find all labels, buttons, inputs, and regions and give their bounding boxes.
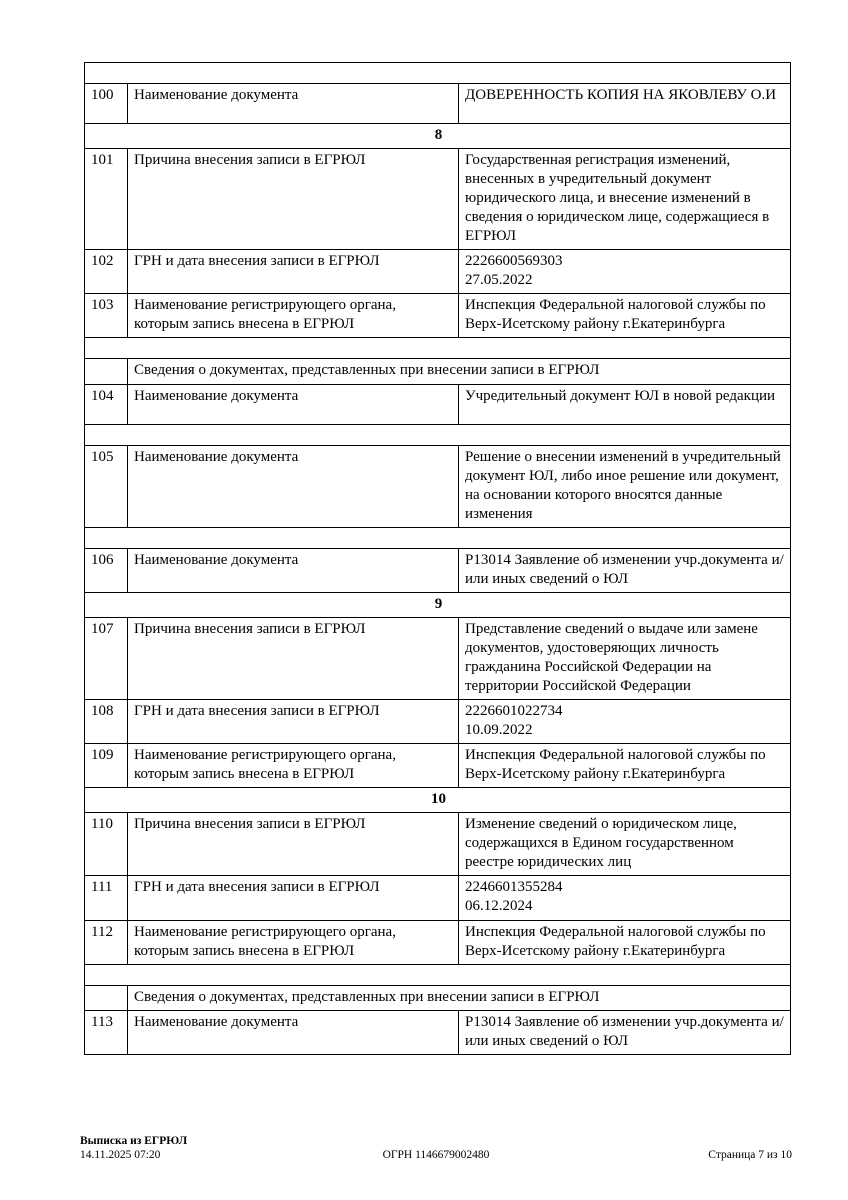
row-number-cell: 111 [85, 876, 128, 920]
row-label-cell: ГРН и дата внесения записи в ЕГРЮЛ [128, 250, 459, 294]
table-row [85, 250, 791, 294]
row-value-line: Государственная регистрация изменений, внесенных в учредительный документ юридического лица, и внесение изменений в сведения о юридическом лице, содержащиеся в ЕГРЮЛ [465, 152, 770, 245]
row-number-cell: 108 [85, 700, 128, 744]
section-header-row [85, 124, 791, 149]
row-value-line: Учредительный документ ЮЛ в новой редакции [465, 387, 776, 404]
row-value-cell [459, 250, 791, 294]
row-number-cell [85, 985, 128, 1010]
spacer-row [85, 63, 791, 84]
row-value-cell [459, 813, 791, 876]
row-value-line: 06.12.2024 [465, 898, 533, 915]
egrul-table-body [85, 63, 791, 1055]
subheader-row [85, 985, 791, 1010]
row-number-cell: 112 [85, 920, 128, 964]
row-number-cell [85, 359, 128, 384]
subheader-label: Сведения о документах, представленных при внесении записи в ЕГРЮЛ [128, 359, 791, 384]
footer-ogrn: ОГРН 1146679002480 [382, 1149, 490, 1162]
section-number: 9 [85, 592, 791, 617]
row-value-cell [459, 920, 791, 964]
row-label-cell: Наименование документа [128, 1010, 459, 1054]
row-value-line: Решение о внесении изменений в учредительный документ ЮЛ, либо иное решение или документ, на основании которого вносятся данные изменения [465, 448, 781, 522]
row-value-cell [459, 84, 791, 124]
spacer-cell [85, 527, 791, 548]
row-number-cell: 102 [85, 250, 128, 294]
row-number-cell: 109 [85, 744, 128, 788]
row-value-cell [459, 876, 791, 920]
spacer-cell [85, 964, 791, 985]
row-number-cell: 110 [85, 813, 128, 876]
row-number-cell: 100 [85, 84, 128, 124]
row-value-cell [459, 445, 791, 527]
row-label-cell: Наименование документа [128, 84, 459, 124]
row-label-cell: ГРН и дата внесения записи в ЕГРЮЛ [128, 700, 459, 744]
row-label-cell: Причина внесения записи в ЕГРЮЛ [128, 149, 459, 250]
row-value-line: Инспекция Федеральной налоговой службы по Верх-Исетскому району г.Екатеринбурга [465, 923, 766, 959]
row-label-cell: ГРН и дата внесения записи в ЕГРЮЛ [128, 876, 459, 920]
egrul-table [84, 62, 791, 1055]
row-label-cell: Наименование документа [128, 548, 459, 592]
table-row [85, 384, 791, 424]
page-footer [80, 1134, 792, 1162]
row-label-cell: Наименование регистрирующего органа, которым запись внесена в ЕГРЮЛ [128, 744, 459, 788]
spacer-row [85, 964, 791, 985]
row-number-cell: 105 [85, 445, 128, 527]
footer-page-number: Страница 7 из 10 [708, 1149, 792, 1162]
table-row [85, 813, 791, 876]
row-value-cell [459, 149, 791, 250]
row-label-cell: Наименование регистрирующего органа, которым запись внесена в ЕГРЮЛ [128, 294, 459, 338]
row-value-cell [459, 700, 791, 744]
row-value-line: Р13014 Заявление об изменении учр.документа и/или иных сведений о ЮЛ [465, 1013, 784, 1049]
row-value-line: Изменение сведений о юридическом лице, содержащихся в Едином государственном реестре юридических лиц [465, 816, 737, 871]
subheader-row [85, 359, 791, 384]
row-number-cell: 106 [85, 548, 128, 592]
row-value-cell [459, 744, 791, 788]
row-value-cell [459, 384, 791, 424]
row-value-line: Представление сведений о выдаче или замене документов, удостоверяющих личность гражданина Российской Федерации на территории Российской Федерации [465, 620, 758, 694]
row-value-cell [459, 1010, 791, 1054]
spacer-cell [85, 338, 791, 359]
row-label-cell: Наименование документа [128, 384, 459, 424]
spacer-cell [85, 424, 791, 445]
row-value-cell [459, 548, 791, 592]
table-row [85, 920, 791, 964]
row-label-cell: Наименование документа [128, 445, 459, 527]
table-row [85, 294, 791, 338]
row-value-line: Инспекция Федеральной налоговой службы по Верх-Исетскому району г.Екатеринбурга [465, 747, 766, 783]
table-row [85, 700, 791, 744]
table-row [85, 445, 791, 527]
footer-left [80, 1134, 317, 1162]
section-number: 8 [85, 124, 791, 149]
row-value-cell [459, 617, 791, 699]
row-value-line: ДОВЕРЕННОСТЬ КОПИЯ НА ЯКОВЛЕВУ О.И [465, 87, 777, 103]
row-value-line: Р13014 Заявление об изменении учр.документа и/или иных сведений о ЮЛ [465, 551, 784, 587]
row-number-cell: 104 [85, 384, 128, 424]
table-row [85, 84, 791, 124]
spacer-row [85, 527, 791, 548]
table-row [85, 1010, 791, 1054]
row-value-line: 2226600569303 [465, 253, 563, 270]
spacer-row [85, 424, 791, 445]
spacer-cell [85, 63, 791, 84]
row-number-cell: 103 [85, 294, 128, 338]
row-value-line: Инспекция Федеральной налоговой службы по Верх-Исетскому району г.Екатеринбурга [465, 297, 766, 333]
table-row [85, 149, 791, 250]
document-title: Выписка из ЕГРЮЛ [80, 1135, 188, 1147]
row-value-line: 2226601022734 [465, 703, 563, 720]
section-number: 10 [85, 788, 791, 813]
spacer-row [85, 338, 791, 359]
section-header-row [85, 788, 791, 813]
row-number-cell: 107 [85, 617, 128, 699]
footer-timestamp: 14.11.2025 07:20 [80, 1149, 161, 1162]
row-value-line: 10.09.2022 [465, 722, 533, 739]
row-value-line: 27.05.2022 [465, 272, 533, 289]
row-label-cell: Наименование регистрирующего органа, которым запись внесена в ЕГРЮЛ [128, 920, 459, 964]
row-value-cell [459, 294, 791, 338]
table-row [85, 548, 791, 592]
subheader-label: Сведения о документах, представленных при внесении записи в ЕГРЮЛ [128, 985, 791, 1010]
row-number-cell: 113 [85, 1010, 128, 1054]
row-number-cell: 101 [85, 149, 128, 250]
row-value-line: 2246601355284 [465, 879, 563, 896]
table-row [85, 617, 791, 699]
row-label-cell: Причина внесения записи в ЕГРЮЛ [128, 617, 459, 699]
row-label-cell: Причина внесения записи в ЕГРЮЛ [128, 813, 459, 876]
section-header-row [85, 592, 791, 617]
table-row [85, 744, 791, 788]
table-row [85, 876, 791, 920]
